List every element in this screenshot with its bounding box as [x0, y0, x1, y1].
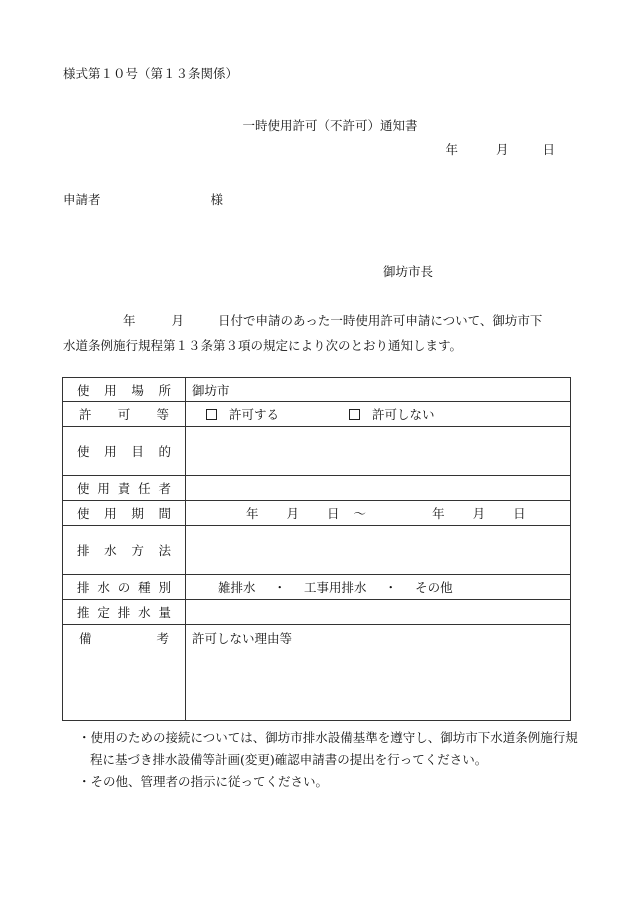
applicant-honorific: 様	[210, 192, 224, 207]
issuer-name: 御坊市長	[383, 264, 434, 279]
volume-label: 推 定 排 水 量	[63, 600, 186, 625]
date-month: 月	[495, 142, 509, 157]
volume-value[interactable]	[186, 600, 571, 625]
permit-form-table	[62, 377, 571, 721]
body-month: 月	[171, 313, 185, 328]
row-permission	[63, 402, 571, 427]
period-to-day: 日	[513, 506, 526, 521]
type-label: 排 水 の 種 別	[63, 575, 186, 600]
type-option-graywater[interactable]: 雑排水	[218, 580, 256, 595]
form-number: 様式第１０号（第１３条関係）	[63, 66, 239, 81]
permission-label: 許 可 等	[63, 402, 186, 427]
type-separator-2: ・	[384, 580, 398, 595]
purpose-value[interactable]	[186, 427, 571, 476]
permit-option-label: 許可する	[229, 407, 280, 422]
responsible-label: 使 用 責 任 者	[63, 476, 186, 501]
purpose-label: 使 用 目 的	[63, 427, 186, 476]
row-period	[63, 501, 571, 526]
body-year: 年	[123, 313, 136, 328]
notice-date	[445, 140, 555, 158]
period-label: 使 用 期 間	[63, 501, 186, 526]
method-label: 排 水 方 法	[63, 526, 186, 575]
document-title: 一時使用許可（不許可）通知書	[242, 118, 418, 133]
type-option-construction[interactable]: 工事用排水	[304, 580, 367, 595]
row-location	[63, 378, 571, 402]
type-options	[186, 575, 571, 600]
date-year: 年	[445, 142, 458, 157]
location-value[interactable]: 御坊市	[186, 378, 571, 402]
date-day: 日	[542, 142, 555, 157]
deny-option[interactable]	[349, 405, 435, 423]
notice-body	[63, 308, 563, 358]
responsible-value[interactable]	[186, 476, 571, 501]
method-value[interactable]	[186, 526, 571, 575]
period-from-day: 日	[327, 506, 340, 521]
permission-options	[186, 402, 571, 427]
period-from-year: 年	[246, 506, 259, 521]
permit-checkbox[interactable]	[206, 409, 217, 420]
row-type	[63, 575, 571, 600]
location-label: 使 用 場 所	[63, 378, 186, 402]
remarks-value[interactable]: 許可しない理由等	[186, 625, 571, 721]
period-to-year: 年	[432, 506, 445, 521]
period-value[interactable]	[186, 501, 571, 526]
type-option-other[interactable]: その他	[415, 580, 453, 595]
body-line-2: 水道条例施行規程第１３条第３項の規定により次のとおり通知します。	[63, 338, 463, 353]
applicant-label: 申請者	[63, 192, 101, 207]
period-from-month: 月	[286, 506, 300, 521]
row-responsible	[63, 476, 571, 501]
deny-option-label: 許可しない	[372, 407, 435, 422]
applicant-line	[63, 190, 223, 208]
remarks-label: 備 考	[63, 625, 186, 721]
body-line-1-text: 日付で申請のあった一時使用許可申請について、御坊市下	[218, 313, 543, 328]
permit-option[interactable]	[206, 405, 279, 423]
row-purpose	[63, 427, 571, 476]
note-item-1: ・使用のための接続については、御坊市排水設備基準を遵守し、御坊市下水道条例施行規程に基づき排水設備等計画(変更)確認申請書の提出を行ってください。	[78, 730, 578, 767]
row-volume	[63, 600, 571, 625]
period-tilde: ～	[353, 506, 367, 521]
notes	[78, 727, 578, 793]
body-line-1	[63, 308, 563, 333]
row-method	[63, 526, 571, 575]
row-remarks	[63, 625, 571, 721]
type-separator-1: ・	[273, 580, 287, 595]
deny-checkbox[interactable]	[349, 409, 360, 420]
period-to-month: 月	[472, 506, 486, 521]
note-item-2: ・その他、管理者の指示に従ってください。	[78, 774, 329, 789]
